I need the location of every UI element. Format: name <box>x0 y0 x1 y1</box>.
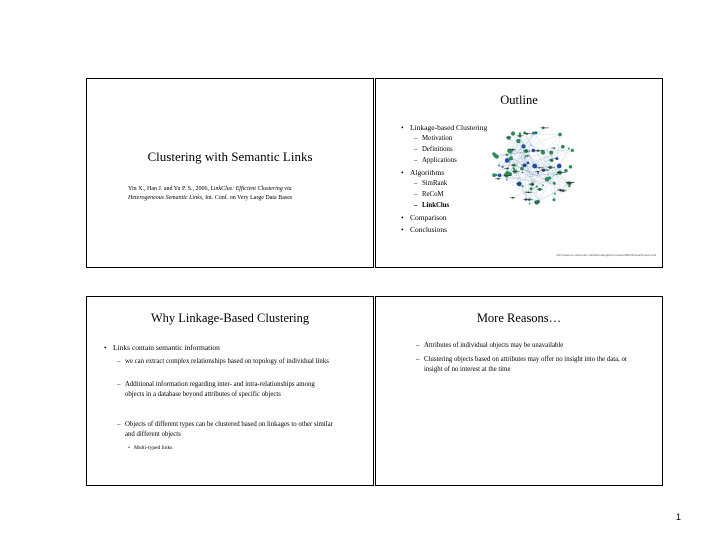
graph-node <box>571 149 574 152</box>
reason-item: – Clustering objects based on attributes may offer no insight into the data, or insight of no interest at the time <box>424 355 634 375</box>
graph-label-mark <box>537 189 543 190</box>
outline-item: • Linkage-based Clustering <box>410 123 487 133</box>
slide-more-reasons <box>375 296 663 486</box>
graph-link <box>496 133 536 175</box>
graph-node <box>492 173 496 177</box>
graph-label-mark <box>547 167 555 168</box>
graph-node <box>498 164 500 166</box>
graph-node <box>568 185 570 187</box>
graph-node <box>498 174 502 178</box>
citation <box>128 185 308 203</box>
graph-node <box>492 152 495 155</box>
outline-title: Outline <box>500 93 538 107</box>
citation-venue: , Int. Conf. on Very Large Data Bases <box>202 195 293 201</box>
graph-label-mark <box>541 170 550 171</box>
graph-node <box>519 132 521 134</box>
graph-node <box>521 144 525 148</box>
outline-item: – SimRank <box>422 179 447 189</box>
outline-item: – ReCoM <box>422 190 444 200</box>
graph-node <box>545 177 549 181</box>
graph-node <box>561 145 565 149</box>
slide-title <box>86 78 374 268</box>
page-number: 1 <box>676 512 682 522</box>
why-linkage-title: Why Linkage-Based Clustering <box>150 311 310 325</box>
why-item: • Links contain semantic information <box>113 343 353 353</box>
graph-node <box>522 172 524 174</box>
graph-node <box>526 162 529 165</box>
graph-node <box>502 166 504 168</box>
graph-node <box>524 156 526 158</box>
graph-node <box>505 153 508 156</box>
graph-label-mark <box>534 202 540 203</box>
graph-link <box>506 175 543 185</box>
graph-node <box>532 132 535 135</box>
graph-link <box>514 133 534 165</box>
graph-label-mark <box>526 192 531 193</box>
graph-link <box>519 184 529 200</box>
graph-node <box>557 164 562 169</box>
graph-node <box>511 131 515 135</box>
graph-label-mark <box>525 155 530 156</box>
graph-node <box>529 203 531 205</box>
graph-label-mark <box>529 184 534 185</box>
image-source-url: http://www.cs.utah.edu/~hal/web-site/graph-cluster/2004/11/wordpress.html <box>556 253 656 257</box>
graph-label-mark <box>554 158 559 159</box>
graph-label-mark <box>517 135 524 136</box>
graph-label-mark <box>511 165 518 166</box>
graph-label-mark <box>551 148 555 149</box>
why-item: • Multi-typed links <box>134 444 334 452</box>
graph-label-mark <box>557 172 563 173</box>
graph-label-mark <box>566 183 571 184</box>
graph-label-mark <box>495 178 500 179</box>
graph-node <box>532 149 535 152</box>
outline-item: • Algorithms <box>410 168 444 178</box>
outline-item: – Applications <box>422 156 457 166</box>
graph-node <box>520 167 524 171</box>
graph-node <box>509 156 513 160</box>
graph-node <box>556 173 558 175</box>
graph-label-mark <box>540 127 548 128</box>
graph-label-mark <box>549 160 554 161</box>
graph-label-mark <box>512 171 520 172</box>
graph-node <box>505 158 510 163</box>
graph-label-mark <box>516 183 521 184</box>
slide-why-linkage <box>86 296 374 486</box>
graph-node <box>542 184 544 186</box>
more-reasons-title: More Reasons… <box>476 311 562 325</box>
graph-node <box>536 185 538 187</box>
graph-link <box>557 134 560 158</box>
why-item: – we can extract complex relationships based on topology of individual links <box>125 357 335 367</box>
graph-label-mark <box>560 190 567 191</box>
outline-item: • Conclusions <box>410 225 447 235</box>
outline-item: – LinkClus <box>422 201 449 211</box>
graph-link <box>527 134 560 135</box>
graph-label-mark <box>536 167 543 168</box>
why-item: – Additional information regarding inter- and intra-relationships among objects in a database beyond attributes of specific objects <box>125 380 335 400</box>
graph-node <box>516 139 520 143</box>
citation-authors: Yin X., Han J. and Yu P. S., 2006, <box>128 186 211 192</box>
graph-label-mark <box>523 150 530 151</box>
why-item: – Objects of different types can be clustered based on linkages to other similar and different objects <box>125 420 335 440</box>
graph-node <box>513 167 515 169</box>
graph-node <box>538 200 540 202</box>
graph-label-mark <box>510 149 516 150</box>
citation-paper-title: LinkClus: Efficient Clustering via Heterogeneous Semantic Links <box>128 186 292 201</box>
outline-item: – Definitions <box>422 145 453 155</box>
graph-node <box>506 179 508 181</box>
slide-title-heading: Clustering with Semantic Links <box>147 149 313 164</box>
graph-label-mark <box>504 168 509 169</box>
graph-label-mark <box>523 199 528 200</box>
graph-label-mark <box>504 175 512 176</box>
graph-label-mark <box>535 171 540 172</box>
graph-node <box>530 187 533 190</box>
graph-node <box>553 198 556 201</box>
graph-label-mark <box>510 197 516 198</box>
graph-node <box>553 182 556 185</box>
graph-link <box>519 172 538 184</box>
graph-label-mark <box>521 165 526 166</box>
reason-item: – Attributes of individual objects may be unavailable <box>424 341 634 351</box>
graph-label-mark <box>506 137 511 138</box>
graph-label-mark <box>524 133 532 134</box>
graph-link <box>539 149 569 201</box>
outline-item: • Comparison <box>410 213 447 223</box>
graph-node <box>558 133 562 137</box>
outline-item: – Motivation <box>422 134 452 144</box>
graph-node <box>564 169 567 172</box>
network-graph-image <box>488 119 580 211</box>
graph-node <box>569 165 572 168</box>
graph-node <box>554 193 556 195</box>
slide-outline <box>375 78 663 268</box>
graph-node <box>507 148 512 153</box>
graph-node <box>568 148 570 150</box>
graph-label-mark <box>535 150 543 151</box>
graph-node <box>549 151 553 155</box>
graph-node <box>522 185 524 187</box>
